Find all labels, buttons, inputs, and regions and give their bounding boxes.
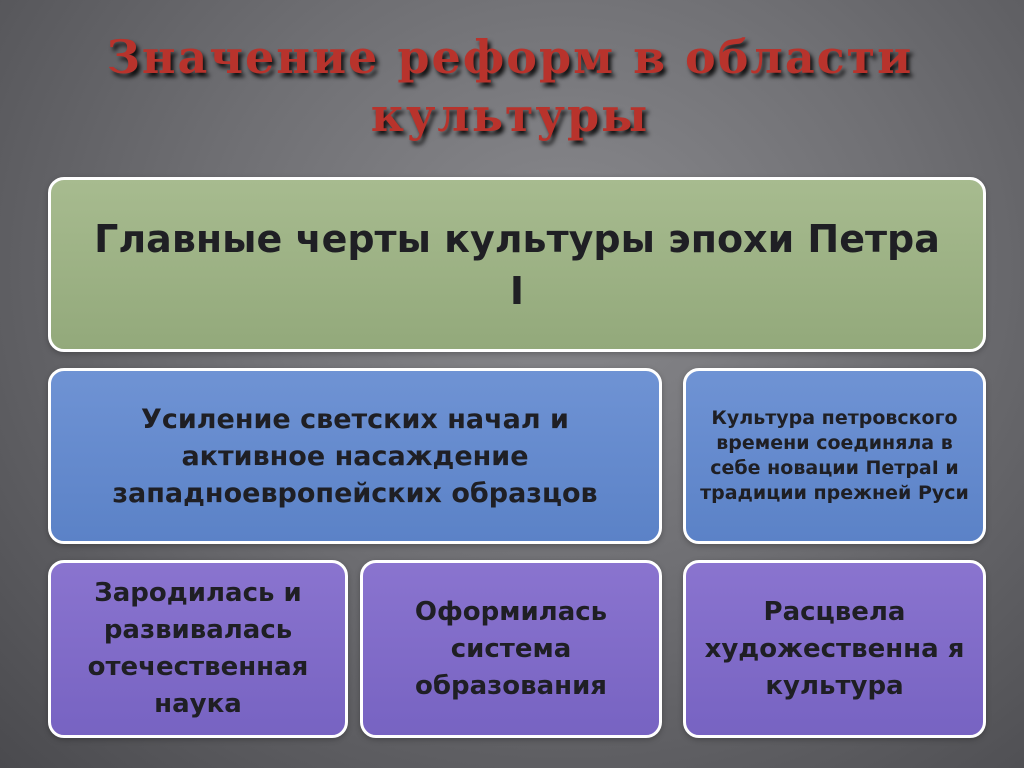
feature-text-synthesis: Культура петровского времени соединяла в себе новации ПетраI и традиции прежней Руси	[700, 407, 969, 504]
feature-box-synthesis	[683, 368, 986, 544]
main-heading-box	[48, 177, 986, 352]
slide-title: Значение реформ в области культуры	[106, 30, 914, 142]
main-heading-text: Главные черты культуры эпохи Петра I	[94, 216, 940, 313]
feature-text-secular: Усиление светских начал и активное насаждение западноевропейских образцов	[112, 403, 598, 509]
feature-box-education	[360, 560, 662, 738]
feature-box-science	[48, 560, 348, 738]
feature-text-art: Расцвела художественна я культура	[704, 596, 965, 701]
feature-text-education: Оформилась система образования	[414, 596, 608, 701]
feature-box-art	[683, 560, 986, 738]
feature-box-secular	[48, 368, 662, 544]
feature-text-science: Зародилась и развивалась отечественная наука	[87, 578, 309, 719]
